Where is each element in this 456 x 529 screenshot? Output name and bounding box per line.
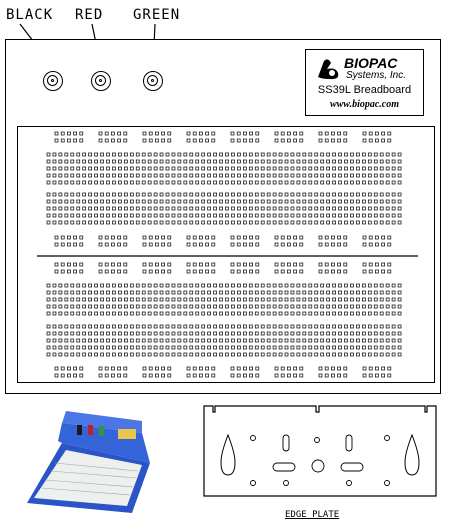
label-black: BLACK [6, 7, 54, 23]
edge-plate [203, 405, 439, 500]
breadboard-photo [22, 403, 152, 513]
edge-plate-label: EDGE PLATE [285, 510, 340, 520]
label-green: GREEN [133, 7, 181, 23]
brand-url: www.biopac.com [329, 99, 400, 110]
brand-name: BIOPAC [344, 55, 398, 71]
product-name: SS39L Breadboard [317, 84, 412, 96]
label-red: RED [75, 7, 104, 23]
brand-subtitle: Systems, Inc. [346, 70, 407, 81]
